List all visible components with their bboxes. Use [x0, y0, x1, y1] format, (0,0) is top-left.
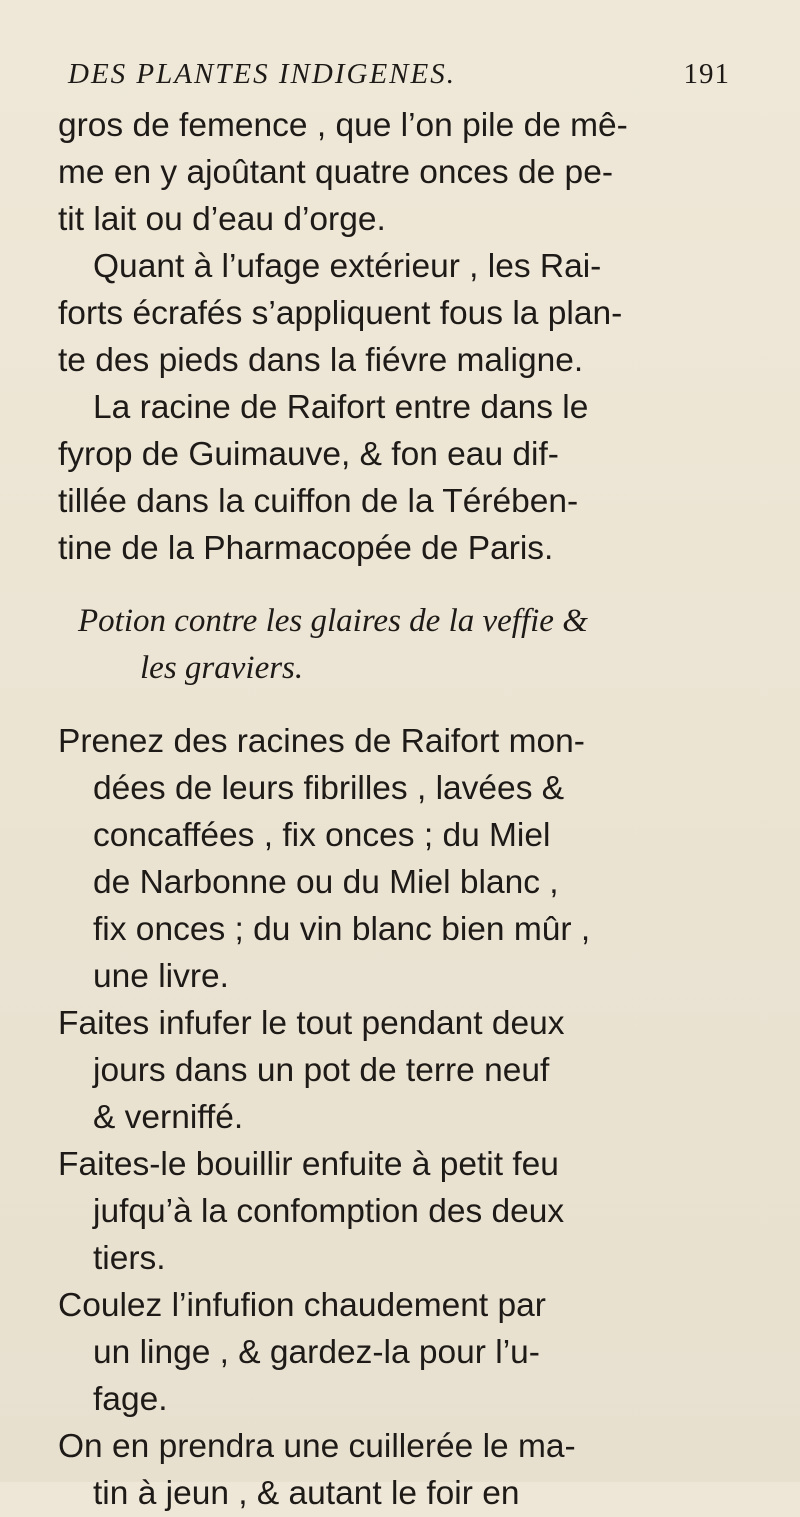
recipe-step-3: [58, 1141, 730, 1282]
text-line: gros de femence , que l’on pile de mê-: [58, 107, 628, 144]
text-line: & verniffé.: [93, 1099, 244, 1136]
text-line: une livre.: [93, 958, 229, 995]
text-line: On en prendra une cuillerée le ma-: [58, 1428, 576, 1465]
page-header: [68, 58, 730, 102]
text-line: de Narbonne ou du Miel blanc ,: [93, 864, 559, 901]
text-line: tin à jeun , & autant le foir en: [93, 1475, 520, 1512]
paragraph-3: [58, 384, 730, 572]
text-line: fix onces ; du vin blanc bien mûr ,: [93, 911, 591, 948]
text-line: La racine de Raifort entre dans le: [93, 389, 589, 426]
page-number: 191: [683, 58, 730, 90]
recipe-title: [58, 598, 730, 692]
paragraph-2: [58, 243, 730, 384]
running-title: DES PLANTES INDIGENES.: [68, 58, 456, 90]
text-line: me en y ajoûtant quatre onces de pe-: [58, 154, 613, 191]
text-line: tillée dans la cuiffon de la Térében-: [58, 483, 579, 520]
text-line: un linge , & gardez-la pour l’u-: [93, 1334, 540, 1371]
text-line: Quant à l’ufage extérieur , les Rai-: [93, 248, 602, 285]
text-line: Prenez des racines de Raifort mon-: [58, 723, 585, 760]
text-line: jufqu’à la confomption des deux: [93, 1193, 565, 1230]
text-line: tine de la Pharmacopée de Paris.: [58, 530, 554, 567]
body-text: [58, 102, 730, 1517]
text-line: fyrop de Guimauve, & fon eau dif-: [58, 436, 559, 473]
recipe-step-4: [58, 1282, 730, 1423]
text-line: dées de leurs fibrilles , lavées &: [93, 770, 565, 807]
text-line: jours dans un pot de terre neuf: [93, 1052, 550, 1089]
recipe-title-line: Potion contre les glaires de la veffie &: [78, 603, 588, 639]
text-line: Faites-le bouillir enfuite à petit feu: [58, 1146, 559, 1183]
text-line: concaffées , fix onces ; du Miel: [93, 817, 551, 854]
text-line: te des pieds dans la fiévre maligne.: [58, 342, 584, 379]
recipe-step-1: [58, 718, 730, 1000]
recipe-step-5: [58, 1423, 730, 1517]
text-line: Coulez l’infufion chaudement par: [58, 1287, 546, 1324]
text-line: Faites infufer le tout pendant deux: [58, 1005, 565, 1042]
text-line: tit lait ou d’eau d’orge.: [58, 201, 386, 238]
text-line: tiers.: [93, 1240, 166, 1277]
recipe-title-line: les graviers.: [140, 650, 304, 686]
recipe-step-2: [58, 1000, 730, 1141]
text-line: forts écrafés s’appliquent fous la plan-: [58, 295, 623, 332]
paragraph-1: [58, 102, 730, 243]
text-line: fage.: [93, 1381, 168, 1418]
